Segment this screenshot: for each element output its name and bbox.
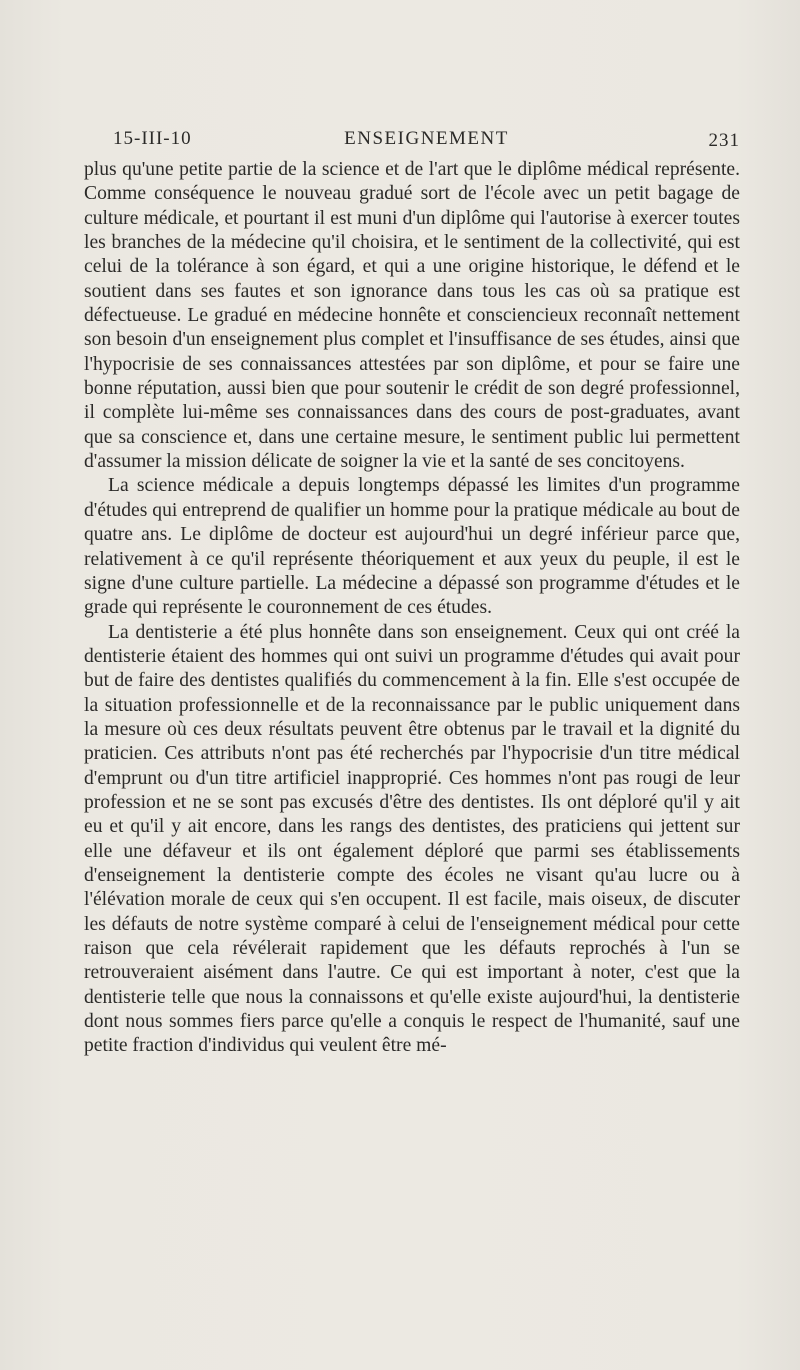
running-header (113, 128, 740, 154)
paragraph: La dentisterie a été plus honnête dans son enseignement. Ceux qui ont créé la dentisterie étaient des hommes qui ont suivi un programme d'études qui avait pour but de faire des dentistes qualifiés du commencement à la fin. Elle s'est occupée de la situation professionnelle et de la reconnaissance par le public uniquement dans la mesure où ces deux résultats peuvent être obtenus par le travail et la dignité du praticien. Ces attributs n'ont pas été recherchés par l'hypocrisie d'un titre médical d'emprunt ou d'un titre artificiel inapproprié. Ces hommes n'ont pas rougi de leur profession et ne se sont pas excusés d'être des dentistes. Ils ont déploré qu'il y ait eu et qu'il y ait encore, dans les rangs des dentistes, des praticiens qui jettent sur elle une défaveur et ils ont également déploré que parmi ses établissements d'enseignement la dentisterie compte des écoles ne visant qu'au lucre ou à l'élévation morale de ceux qui s'en occupent. Il est facile, mais oiseux, de discuter les défauts de notre système comparé à celui de l'enseignement médical pour cette raison que cela révélerait rapidement que les défauts reprochés à l'un se retrouveraient aisément dans l'autre. Ce qui est important à noter, c'est que la dentisterie telle que nous la connaissons et qu'elle existe aujourd'hui, la dentisterie dont nous sommes fiers parce qu'elle a conquis le respect de l'humanité, sauf une petite fraction d'individus qui veulent être mé- (84, 621, 740, 1057)
header-section-title: ENSEIGNEMENT (344, 128, 509, 149)
header-date: 15-III-10 (113, 128, 192, 149)
paragraph: La science médicale a depuis longtemps dépassé les limites d'un programme d'études qui entreprend de qualifier un homme pour la pratique médicale au bout de quatre ans. Le diplôme de docteur est aujourd'hui un degré inférieur parce que, relativement à ce qu'il représente théoriquement et aux yeux du peuple, il est le signe d'une culture partielle. La médecine a dépassé son programme d'études et le grade qui représente le couronnement de ces études. (84, 475, 740, 619)
page-number: 231 (708, 130, 740, 151)
body-text (84, 158, 740, 1059)
paragraph-continued: plus qu'une petite partie de la science et de l'art que le diplôme médical représente. Comme conséquence le nouveau gradué sort de l'école avec un petit bagage de culture médicale, et pourtant il est muni d'un diplôme qui l'autorise à exercer toutes les branches de la médecine qu'il choisira, et le sentiment de la collectivité, qui est celui de la tolérance à son égard, et qui a une origine historique, le défend et le soutient dans ses fautes et son ignorance dans tous les cas où sa pratique est défectueuse. Le gradué en médecine honnête et consciencieux reconnaît nettement son besoin d'un enseignement plus complet et l'insuffisance de ses études, ainsi que l'hypocrisie de ses connaissances attestées par son diplôme, et pour se faire une bonne réputation, aussi bien que pour soutenir le crédit de son degré professionnel, il complète lui-même ses connaissances dans des cours de post-graduates, avant que sa conscience et, dans une certaine mesure, le sentiment public lui permettent d'assumer la mission délicate de soigner la vie et la santé de ses concitoyens. (84, 159, 740, 473)
